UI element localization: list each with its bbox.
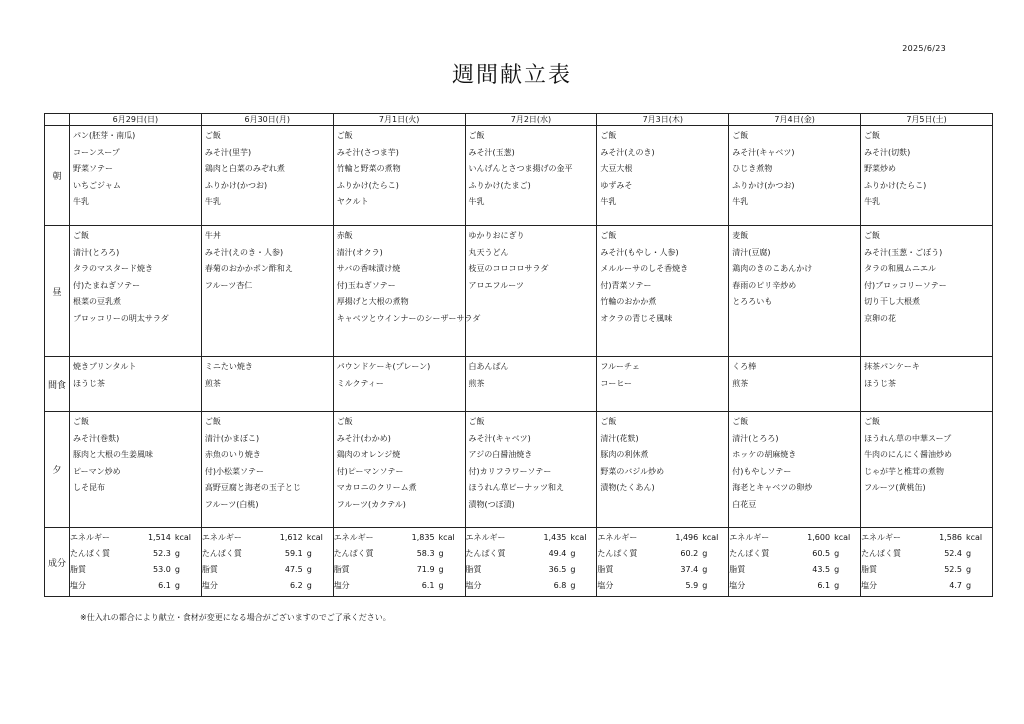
menu-item: アジの白醤油焼き (468, 450, 533, 459)
menu-item: 牛乳 (732, 197, 749, 206)
menu-item: とろろいも (732, 297, 773, 306)
nutrient-name: たんぱく質 (333, 549, 374, 558)
nutrient-name: エネルギー (597, 533, 638, 542)
menu-cell (861, 126, 993, 226)
menu-item: 野菜ソテー (73, 164, 113, 173)
nutrient-unit: g (570, 581, 576, 590)
menu-item: 煎茶 (468, 378, 485, 388)
menu-cell (201, 126, 333, 226)
meal-label: 朝 (45, 126, 70, 226)
menu-item: メルルーサのしそ香焼き (600, 264, 689, 273)
menu-cell (201, 357, 333, 412)
menu-item: 清汁(豆腐) (732, 247, 771, 257)
nutrient-value: 52.4 (944, 549, 962, 558)
menu-cell (861, 357, 993, 412)
nutrient-unit: g (834, 581, 840, 590)
menu-item: 牛肉のにんにく醤油炒め (864, 450, 953, 459)
nutrient-value: 1,835 (411, 533, 435, 542)
day-header: 6月29日(日) (70, 114, 202, 126)
menu-item: ご飯 (336, 417, 353, 426)
menu-item: フルーツ(カクテル) (336, 499, 406, 509)
nutrient-unit: g (966, 549, 972, 558)
menu-cell (70, 226, 202, 357)
meal-label: 昼 (45, 226, 70, 357)
menu-item: 焼きプリンタルト (73, 362, 137, 371)
menu-cell (70, 412, 202, 528)
menu-item: みそ汁(巻麩) (73, 433, 120, 443)
menu-cell (729, 412, 861, 528)
nutrient-value: 58.3 (416, 549, 435, 558)
menu-item: ご飯 (864, 131, 881, 140)
nutrient-name: 脂質 (597, 565, 614, 574)
menu-item: 赤飯 (336, 231, 353, 240)
nutrient-value: 1,435 (543, 533, 567, 542)
menu-item: みそ汁(切麩) (864, 147, 911, 157)
menu-item: ご飯 (336, 131, 353, 140)
nutrient-value: 1,612 (279, 533, 303, 542)
nutrient-name: エネルギー (333, 533, 374, 542)
menu-item: みそ汁(里芋) (204, 147, 252, 157)
nutrient-unit: g (306, 581, 312, 590)
nutrient-value: 71.9 (416, 565, 435, 574)
menu-item: パウンドケーキ(プレーン) (336, 362, 431, 371)
menu-item: 付)ピーマンソテー (336, 466, 404, 476)
menu-item: いんげんとさつま揚げの金平 (468, 164, 573, 173)
menu-item: ふりかけ(たらこ) (336, 180, 399, 190)
menu-item: 清汁(とろろ) (732, 433, 779, 443)
nutrient-value: 60.2 (680, 549, 699, 558)
nutrient-unit: g (966, 581, 972, 590)
nutrient-name: 塩分 (861, 581, 878, 590)
menu-item: 野菜炒め (864, 164, 897, 173)
header-row (45, 114, 993, 126)
nutrient-value: 1,496 (675, 533, 699, 542)
header-corner (45, 114, 70, 126)
nutrient-value: 6.1 (421, 581, 435, 590)
nutrient-name: 脂質 (729, 565, 746, 574)
nutrient-value: 52.5 (944, 565, 962, 574)
menu-item: 付)もやしソテー (732, 466, 792, 476)
menu-item: タラのマスタード焼き (73, 264, 153, 273)
menu-item: 付)玉ねぎソテー (336, 280, 396, 290)
menu-cell (70, 126, 202, 226)
day-header: 7月2日(水) (465, 114, 597, 126)
nutrition-label: 成分 (45, 528, 70, 597)
nutrition-row (45, 528, 993, 597)
menu-item: ふりかけ(かつお) (732, 180, 795, 190)
menu-item: みそ汁(キャベツ) (468, 433, 531, 443)
nutrient-name: 塩分 (597, 581, 614, 590)
nutrient-unit: kcal (438, 533, 455, 542)
menu-item: 牛乳 (73, 197, 89, 206)
nutrient-unit: g (174, 549, 180, 558)
menu-item: ふりかけ(たらこ) (864, 180, 927, 190)
menu-item: みそ汁(えのき) (600, 147, 655, 157)
menu-item: ゆずみそ (600, 180, 633, 190)
menu-item: ご飯 (600, 131, 617, 140)
menu-item: アロエフルーツ (468, 280, 524, 290)
menu-item: 清汁(かまぼこ) (204, 433, 260, 443)
menu-item: ご飯 (204, 417, 221, 426)
menu-item: 清汁(とろろ) (73, 247, 120, 257)
nutrient-value: 52.3 (153, 549, 171, 558)
nutrient-name: 塩分 (465, 581, 482, 590)
menu-cell (465, 357, 597, 412)
menu-cell (465, 412, 597, 528)
menu-item: フルーツ杏仁 (204, 280, 253, 290)
menu-item: 野菜のバジル炒め (600, 466, 665, 476)
weekly-menu-table (44, 113, 993, 597)
menu-item: 麦飯 (732, 231, 749, 240)
menu-item: ほうれん草の中華スープ (864, 433, 952, 443)
nutrient-unit: kcal (174, 533, 191, 542)
menu-cell (333, 357, 465, 412)
menu-item: ひじき煮物 (732, 164, 773, 173)
menu-item: 漬物(つぼ漬) (468, 499, 515, 509)
menu-item: フルーツ(白桃) (204, 499, 259, 509)
menu-item: ホッケの胡麻焼き (732, 450, 797, 459)
nutrient-name: エネルギー (861, 533, 902, 542)
nutrient-name: たんぱく質 (201, 549, 242, 558)
menu-item: ご飯 (864, 231, 881, 240)
menu-item: 切り干し大根煮 (864, 297, 921, 306)
menu-item: キャベツとウインナーのシーザーサラダ (336, 313, 481, 323)
nutrient-name: エネルギー (465, 533, 506, 542)
menu-item: ヤクルト (336, 197, 369, 206)
menu-cell (201, 226, 333, 357)
nutrient-name: たんぱく質 (861, 549, 902, 558)
menu-item: 煎茶 (204, 378, 221, 388)
nutrient-name: 塩分 (333, 581, 350, 590)
menu-item: 豚肉の利休煮 (600, 450, 649, 459)
menu-item: 丸天うどん (468, 247, 509, 257)
menu-item: 赤魚のいり焼き (204, 450, 261, 459)
nutrient-value: 1,586 (939, 533, 962, 542)
menu-item: ほうじ茶 (864, 378, 897, 388)
nutrient-name: エネルギー (201, 533, 242, 542)
menu-item: みそ汁(玉葱・ごぼう) (864, 247, 943, 257)
menu-item: ブロッコリーの明太サラダ (73, 313, 169, 323)
nutrient-value: 47.5 (284, 565, 303, 574)
nutrition-cell (597, 528, 729, 597)
menu-item: コーンスープ (73, 147, 120, 157)
nutrient-name: たんぱく質 (597, 549, 638, 558)
menu-item: 高野豆腐と海老の玉子とじ (204, 483, 301, 492)
nutrient-value: 37.4 (680, 565, 699, 574)
nutrient-value: 6.1 (817, 581, 831, 590)
menu-item: 根菜の豆乳煮 (73, 297, 121, 306)
menu-item: 枝豆のコロコロサラダ (468, 264, 549, 273)
menu-item: 清汁(オクラ) (336, 247, 383, 257)
menu-item: ご飯 (732, 131, 749, 140)
nutrient-value: 60.5 (812, 549, 831, 558)
menu-item: フルーツ(黄桃缶) (864, 483, 926, 492)
menu-item: ご飯 (600, 231, 617, 240)
menu-cell (729, 226, 861, 357)
nutrient-name: 塩分 (729, 581, 746, 590)
nutrient-unit: g (702, 565, 708, 574)
menu-item: ご飯 (732, 417, 749, 426)
menu-item: じゃが芋と椎茸の煮物 (864, 466, 945, 476)
menu-item: ご飯 (468, 417, 485, 426)
menu-item: タラの和風ムニエル (864, 264, 937, 273)
nutrition-cell (465, 528, 597, 597)
menu-cell (861, 226, 993, 357)
meal-label: 間食 (45, 357, 70, 412)
nutrient-unit: g (570, 549, 576, 558)
day-header: 7月1日(火) (333, 114, 465, 126)
menu-item: 春菊のおかかポン酢和え (204, 264, 293, 273)
nutrient-name: たんぱく質 (465, 549, 506, 558)
menu-item: 牛乳 (468, 197, 485, 206)
nutrient-value: 6.2 (289, 581, 303, 590)
menu-item: コーヒー (600, 378, 633, 388)
menu-cell (597, 357, 729, 412)
menu-cell (597, 412, 729, 528)
menu-item: 付)ブロッコリーソテー (864, 280, 947, 290)
nutrient-name: 脂質 (333, 565, 350, 574)
page-title: 週間献立表 (451, 63, 572, 88)
nutrient-name: 脂質 (201, 565, 218, 574)
nutrient-name: 塩分 (201, 581, 218, 590)
nutrient-unit: kcal (570, 533, 587, 542)
menu-item: 海老とキャベツの卵炒 (732, 483, 813, 492)
nutrient-unit: g (702, 581, 708, 590)
nutrient-value: 6.8 (553, 581, 567, 590)
nutrient-unit: g (438, 565, 444, 574)
menu-item: 煎茶 (732, 378, 749, 388)
menu-item: 京卵の花 (864, 313, 897, 323)
nutrient-value: 4.7 (949, 581, 962, 590)
nutrient-name: たんぱく質 (70, 549, 110, 558)
menu-cell (333, 412, 465, 528)
menu-item: みそ汁(もやし・人参) (600, 247, 679, 257)
nutrition-cell (70, 528, 202, 597)
menu-item: 鶏肉と白菜のみぞれ煮 (204, 164, 285, 173)
meal-label: 夕 (45, 412, 70, 528)
nutrition-cell (333, 528, 465, 597)
day-header: 6月30日(月) (201, 114, 333, 126)
menu-item: ご飯 (204, 131, 221, 140)
nutrient-name: エネルギー (729, 533, 770, 542)
menu-item: ご飯 (600, 417, 617, 426)
menu-item: ご飯 (864, 417, 881, 426)
nutrition-cell (861, 528, 993, 597)
menu-item: ミルクティー (336, 378, 384, 388)
menu-item: 牛乳 (204, 197, 221, 206)
nutrient-value: 36.5 (548, 565, 567, 574)
menu-item: 清汁(花麩) (600, 433, 639, 443)
menu-item: ミニたい焼き (204, 362, 253, 371)
nutrient-value: 49.4 (548, 549, 567, 558)
menu-cell (201, 412, 333, 528)
nutrient-unit: g (438, 549, 444, 558)
nutrient-name: 脂質 (70, 565, 86, 574)
day-header: 7月4日(金) (729, 114, 861, 126)
menu-cell (861, 412, 993, 528)
nutrient-value: 53.0 (153, 565, 171, 574)
nutrient-name: 塩分 (70, 581, 86, 590)
nutrient-unit: g (834, 565, 840, 574)
nutrient-value: 1,600 (807, 533, 831, 542)
nutrient-unit: kcal (306, 533, 323, 542)
nutrition-cell (729, 528, 861, 597)
nutrient-value: 5.9 (685, 581, 699, 590)
menu-item: みそ汁(キャベツ) (732, 147, 795, 157)
menu-item: いちごジャム (73, 180, 121, 190)
menu-cell (333, 126, 465, 226)
nutrient-unit: kcal (702, 533, 719, 542)
menu-item: 鶏肉のオレンジ焼 (336, 450, 401, 459)
menu-cell (465, 226, 597, 357)
menu-item: オクラの青じそ風味 (600, 313, 673, 323)
menu-item: 春雨のピリ辛炒め (732, 280, 797, 290)
menu-item: みそ汁(わかめ) (336, 433, 391, 443)
menu-item: 厚揚げと大根の煮物 (336, 297, 409, 306)
menu-item: 白花豆 (732, 499, 757, 509)
menu-item: ご飯 (73, 417, 89, 426)
menu-item: みそ汁(えのき・人参) (204, 247, 284, 257)
menu-item: 牛乳 (600, 197, 617, 206)
nutrient-unit: kcal (834, 533, 851, 542)
menu-cell (465, 126, 597, 226)
menu-item: ゆかりおにぎり (468, 231, 525, 240)
menu-item: 付)青菜ソテー (600, 280, 652, 290)
menu-item: ほうじ茶 (73, 378, 105, 388)
menu-item: パン(胚芽・南瓜) (73, 131, 136, 140)
nutrient-value: 59.1 (284, 549, 303, 558)
nutrient-name: 脂質 (861, 565, 878, 574)
nutrient-unit: g (570, 565, 576, 574)
menu-cell (597, 126, 729, 226)
nutrient-value: 6.1 (158, 581, 171, 590)
nutrient-unit: g (966, 565, 972, 574)
menu-item: 竹輪のおかか煮 (600, 297, 657, 306)
nutrient-unit: g (306, 565, 312, 574)
menu-item: 付)小松菜ソテー (204, 466, 264, 476)
menu-item: ご飯 (468, 131, 485, 140)
menu-item: 豚肉と大根の生姜風味 (73, 450, 153, 459)
nutrient-value: 43.5 (812, 565, 831, 574)
nutrient-unit: kcal (966, 533, 983, 542)
nutrient-name: たんぱく質 (729, 549, 770, 558)
menu-item: ふりかけ(たまご) (468, 180, 531, 190)
menu-item: ご飯 (73, 231, 89, 240)
footer-note: ※仕入れの都合により献立・食材が変更になる場合がございますのでご了承ください。 (80, 613, 391, 622)
issue-date: 2025/6/23 (902, 44, 946, 53)
day-header: 7月3日(木) (597, 114, 729, 126)
menu-item: ふりかけ(かつお) (204, 180, 268, 190)
menu-cell (333, 226, 481, 357)
lunch-row (45, 226, 993, 357)
menu-item: 竹輪と野菜の煮物 (336, 164, 401, 173)
menu-item: 鶏肉のきのこあんかけ (732, 264, 813, 273)
menu-item: みそ汁(さつま芋) (336, 147, 399, 157)
menu-item: しそ昆布 (73, 483, 105, 492)
nutrient-unit: g (174, 565, 180, 574)
menu-cell (729, 357, 861, 412)
nutrient-unit: g (438, 581, 444, 590)
menu-item: 牛丼 (204, 231, 221, 240)
menu-item: くろ棒 (732, 362, 757, 371)
menu-item: ほうれん草ピーナッツ和え (468, 483, 565, 492)
breakfast-row (45, 126, 993, 226)
snack-row (45, 357, 993, 412)
dinner-row (45, 412, 993, 528)
menu-item: マカロニのクリーム煮 (336, 483, 417, 492)
menu-item: 付)カリフラワーソテー (468, 466, 552, 476)
nutrient-name: 脂質 (465, 565, 482, 574)
menu-item: 付)たまねぎソテー (73, 280, 141, 290)
menu-item: 白あんぱん (468, 362, 509, 371)
menu-item: 大豆大根 (600, 164, 633, 173)
menu-item: 牛乳 (864, 197, 881, 206)
menu-cell (729, 126, 861, 226)
nutrient-name: エネルギー (70, 533, 110, 542)
menu-item: 漬物(たくあん) (600, 483, 655, 492)
menu-item: 抹茶パンケーキ (864, 362, 920, 371)
nutrient-unit: g (174, 581, 180, 590)
menu-cell (70, 357, 202, 412)
nutrient-unit: g (306, 549, 312, 558)
menu-cell (597, 226, 729, 357)
menu-item: みそ汁(玉葱) (468, 147, 515, 157)
menu-item: フルーチェ (600, 362, 640, 371)
menu-item: サバの香味漬け焼 (336, 264, 401, 273)
menu-item: ピーマン炒め (73, 466, 121, 476)
nutrient-unit: g (702, 549, 708, 558)
nutrition-cell (201, 528, 333, 597)
nutrient-unit: g (834, 549, 840, 558)
nutrient-value: 1,514 (147, 533, 171, 542)
day-header: 7月5日(土) (861, 114, 993, 126)
